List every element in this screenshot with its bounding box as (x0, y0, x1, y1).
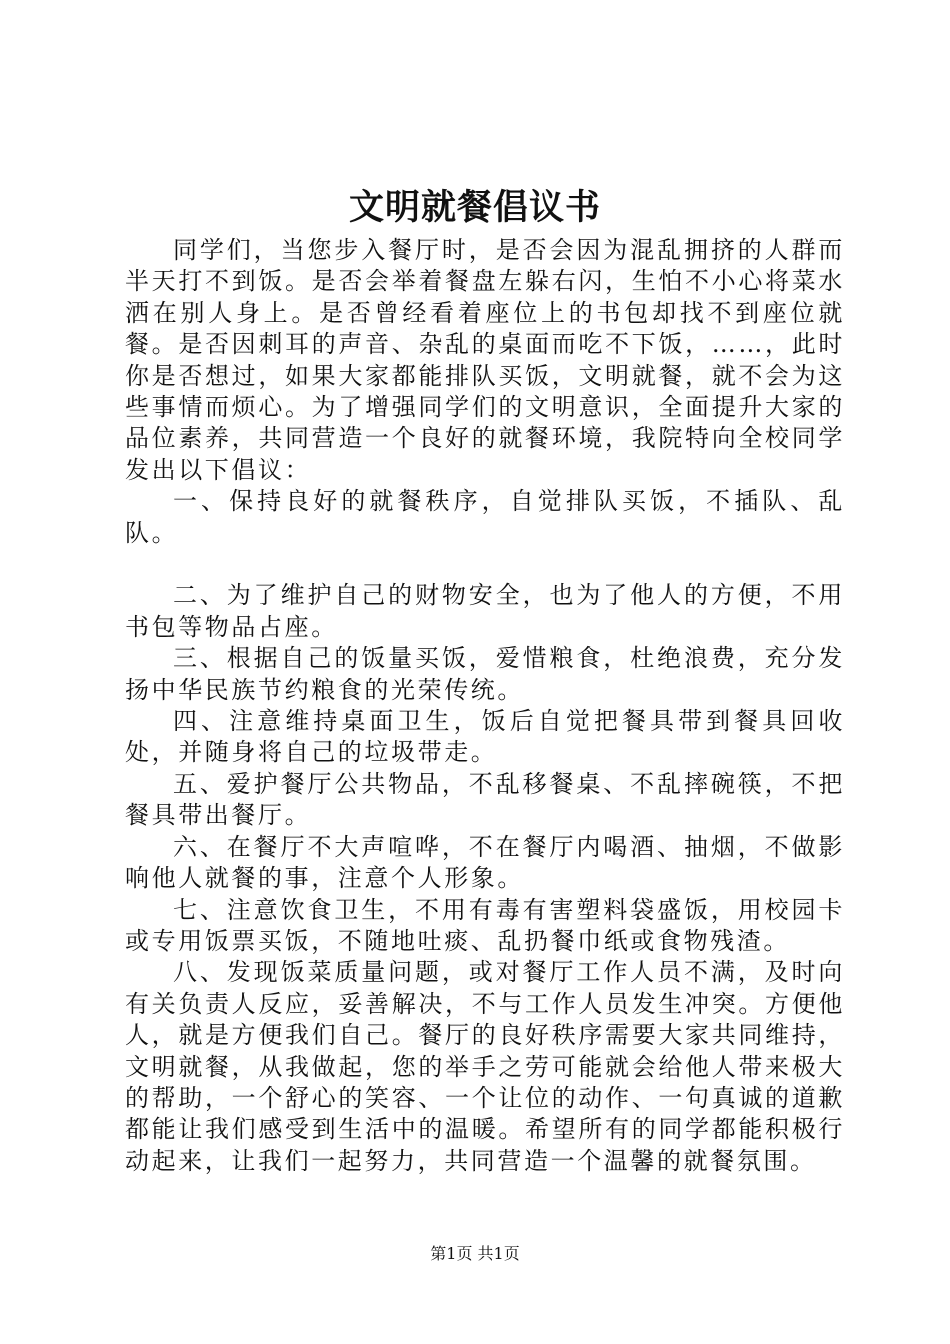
proposal-item-6: 六、在餐厅不大声喧哗，不在餐厅内喝酒、抽烟，不做影响他人就餐的事，注意个人形象。 (125, 832, 845, 893)
proposal-item-7: 七、注意饮食卫生，不用有毒有害塑料袋盛饭，用校园卡或专用饭票买饭，不随地吐痰、乱扔餐巾纸或食物残渣。 (125, 895, 845, 955)
proposal-item-5: 五、爱护餐厅公共物品，不乱移餐桌、不乱摔碗筷，不把餐具带出餐厅。 (125, 769, 845, 830)
proposal-item-2: 二、为了维护自己的财物安全，也为了他人的方便，不用书包等物品占座。 (125, 581, 845, 641)
intro-paragraph: 同学们，当您步入餐厅时，是否会因为混乱拥挤的人群而半天打不到饭。是否会举着餐盘左躲右闪，生怕不小心将菜水洒在别人身上。是否曾经看着座位上的书包却找不到座位就餐。是否因刺耳的声音、杂乱的桌面而吃不下饭，……，此时你是否想过，如果大家都能排队买饭，文明就餐，就不会为这些事情而烦心。为了增强同学们的文明意识，全面提升大家的品位素养，共同营造一个良好的就餐环境，我院特向全校同学发出以下倡议： (125, 236, 845, 484)
proposal-item-4: 四、注意维持桌面卫生，饭后自觉把餐具带到餐具回收处，并随身将自己的垃圾带走。 (125, 707, 845, 767)
proposal-item-1: 一、保持良好的就餐秩序，自觉排队买饭，不插队、乱队。 (125, 487, 845, 547)
document-body (125, 235, 845, 1177)
page-footer: 第1页 共1页 (430, 1244, 520, 1263)
proposal-item-8: 八、发现饭菜质量问题，或对餐厅工作人员不满，及时向有关负责人反应，妥善解决，不与工作人员发生冲突。方便他人，就是方便我们自己。餐厅的良好秩序需要大家共同维持，文明就餐，从我做起，您的举手之劳可能就会给他人带来极大的帮助，一个舒心的笑容、一个让位的动作、一句真诚的道歉都能让我们感受到生活中的温暖。希望所有的同学都能积极行动起来，让我们一起努力，共同营造一个温馨的就餐氛围。 (125, 958, 845, 1175)
proposal-item-3: 三、根据自己的饭量买饭，爱惜粮食，杜绝浪费，充分发扬中华民族节约粮食的光荣传统。 (125, 644, 845, 704)
document-title: 文明就餐倡议书 (348, 187, 601, 228)
